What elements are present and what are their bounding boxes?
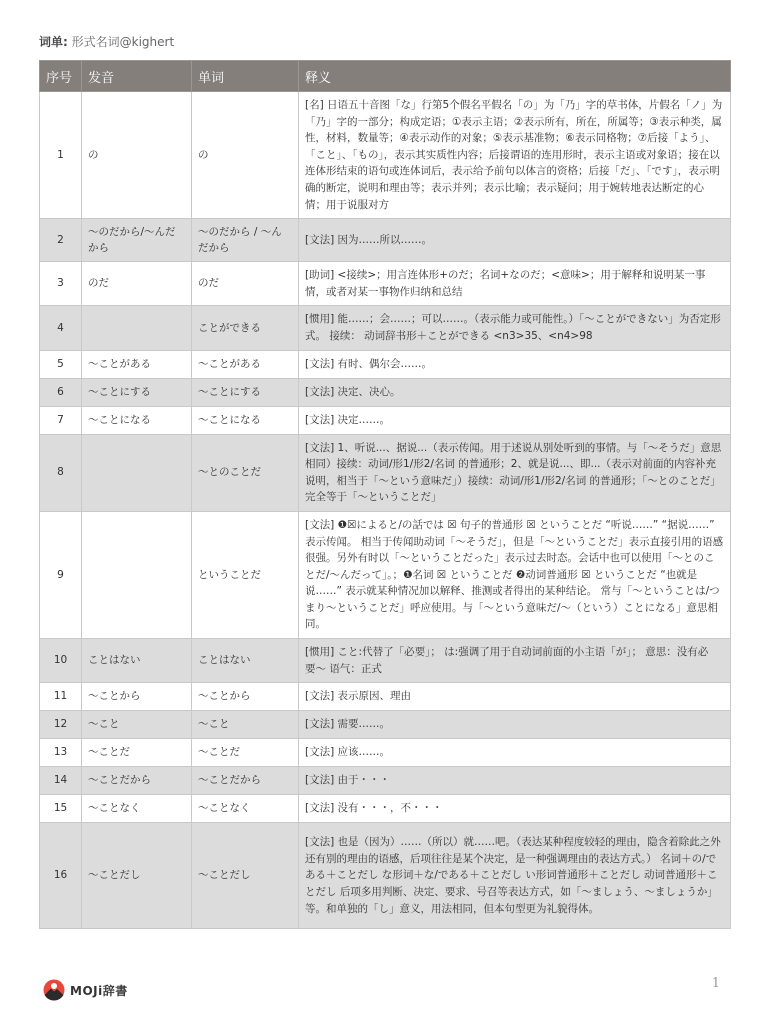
row-word: ことができる: [192, 306, 299, 350]
vocab-table: [39, 60, 731, 929]
row-reading: 〜ことがある: [82, 350, 192, 378]
row-word: ということだ: [192, 511, 299, 638]
row-number: 5: [40, 350, 82, 378]
row-reading: 〜ことから: [82, 683, 192, 711]
row-word: 〜こと: [192, 711, 299, 739]
row-word: 〜ことだ: [192, 739, 299, 767]
row-definition: [名] 日语五十音图「な」行第5个假名平假名「の」为「乃」字的草书体，片假名「ノ」为「乃」字的一部分；构成定语；①表示主语；②表示所有，所在，所属等；③表示种类，属性，材料，数量等；④表示动作的对象；⑤表示基准物；⑥表示同格物；⑦后接「よう」、「こと」、「もの」，表示其实质性内容；后接谓语的连用形时，表示主语或对象语；接在以连体形结束的语句或连体词后，表示给予前句以体言的资格；后接「だ」、「です」，表示明确的断定，说明和理由等；表示并列；表示比喻；表示疑问；用于婉转地表达断定的心情；用于说服对方: [299, 92, 731, 219]
table-header-row: [40, 61, 731, 92]
row-definition: [文法] 1、听说...、据说...（表示传闻。用于述说从别处听到的事情。与「〜そうだ」意思相同）接续：动词/形1/形2/名词 的普通形；2、就是说...、即...（表示对前面的内容补充说明，相当于「〜という意味だ」）接续：动词/形1/形2/名词 的普通形；「〜とのことだ」完全等于「〜ということだ」: [299, 434, 731, 511]
row-reading: 〜ことなく: [82, 795, 192, 823]
row-word: 〜ことになる: [192, 406, 299, 434]
row-definition: [文法] 表示原因、理由: [299, 683, 731, 711]
row-number: 8: [40, 434, 82, 511]
table-row: [40, 683, 731, 711]
row-reading: 〜ことにする: [82, 378, 192, 406]
row-reading: [82, 434, 192, 511]
table-row: [40, 767, 731, 795]
row-number: 4: [40, 306, 82, 350]
row-reading: [82, 511, 192, 638]
row-word: 〜とのことだ: [192, 434, 299, 511]
table-row: [40, 378, 731, 406]
row-definition: [文法] ❶☒によると/の話では ☒ 句子的普通形 ☒ ということだ “听说……” “据说……” 表示传闻。 相当于传闻助动词「〜そうだ」，但是「〜ということだ」表示直接引用的语感很强。另外有时以「〜ということだった」表示过去时态。会话中也可以使用「〜とのことだ/〜んだって」。；❶名词 ☒ ということだ ❷动词普通形 ☒ ということだ “也就是说……” 表示就某种情况加以解释、推测或者得出的某种结论。 常与「〜ということは/つまり〜ということだ」呼应使用。与「〜という意味だ/〜（という）ことになる」意思相同。: [299, 511, 731, 638]
table-row: [40, 823, 731, 929]
table-row: [40, 795, 731, 823]
row-word: 〜ことなく: [192, 795, 299, 823]
row-word: 〜ことだし: [192, 823, 299, 929]
row-number: 9: [40, 511, 82, 638]
row-word: の: [192, 92, 299, 219]
table-row: [40, 739, 731, 767]
mountain-sun-logo-icon: [43, 979, 65, 1001]
footer-logo: [43, 979, 128, 1001]
row-reading: 〜ことだ: [82, 739, 192, 767]
word-list-title: [39, 33, 174, 50]
row-word: 〜ことだから: [192, 767, 299, 795]
row-word: 〜ことがある: [192, 350, 299, 378]
row-definition: [惯用] 能……；会……；可以……。（表示能力或可能性。）「〜ことができない」为否定形式。 接续： 动词辞书形＋ことができる <n3>35、<n4>98: [299, 306, 731, 350]
table-row: [40, 711, 731, 739]
word-list-label: 词单:: [39, 35, 68, 49]
row-definition: [文法] 因为……所以……。: [299, 219, 731, 262]
row-definition: [惯用] こと:代替了「必要」； は:强调了用于自动词前面的小主语「が」； 意思：没有必要〜 语气：正式: [299, 639, 731, 683]
column-header-word: 单词: [192, 61, 299, 92]
row-number: 2: [40, 219, 82, 262]
page-number: 1: [711, 976, 720, 991]
brand-name: MOJi辞書: [70, 983, 128, 998]
row-reading: 〜こと: [82, 711, 192, 739]
row-number: 13: [40, 739, 82, 767]
row-number: 3: [40, 262, 82, 306]
table-row: [40, 639, 731, 683]
row-definition: [文法] 需要……。: [299, 711, 731, 739]
table-body: [40, 92, 731, 929]
row-reading: [82, 306, 192, 350]
row-word: 〜のだから / 〜んだから: [192, 219, 299, 262]
row-definition: [文法] 由于・・・: [299, 767, 731, 795]
row-reading: ことはない: [82, 639, 192, 683]
row-number: 6: [40, 378, 82, 406]
row-reading: 〜ことになる: [82, 406, 192, 434]
word-list-name: 形式名词@kighert: [71, 35, 175, 49]
row-definition: [文法] 也是（因为）……（所以）就……吧。（表达某种程度较轻的理由，隐含着除此之外还有别的理由的语感，后项往往是某个决定，是一种强调理由的表达方式。） 名词＋の/である＋ことだし な形词＋な/である＋ことだし い形词普通形＋ことだし 动词普通形＋ことだし 后项多用判断、决定、要求、号召等表达方式，如「〜ましょう、〜ましょうか」等。和单独的「し」意义，用法相同，但本句型更为礼貌得体。: [299, 823, 731, 929]
row-reading: 〜ことだし: [82, 823, 192, 929]
row-word: 〜ことにする: [192, 378, 299, 406]
row-definition: [文法] 有时、偶尔会……。: [299, 350, 731, 378]
row-number: 14: [40, 767, 82, 795]
row-definition: [文法] 决定、决心。: [299, 378, 731, 406]
row-reading: 〜ことだから: [82, 767, 192, 795]
row-number: 12: [40, 711, 82, 739]
row-reading: 〜のだから/〜んだから: [82, 219, 192, 262]
row-reading: のだ: [82, 262, 192, 306]
column-header-definition: 释义: [299, 61, 731, 92]
table-row: [40, 350, 731, 378]
table-row: [40, 262, 731, 306]
column-header-reading: 发音: [82, 61, 192, 92]
row-reading: の: [82, 92, 192, 219]
row-number: 7: [40, 406, 82, 434]
table-row: [40, 92, 731, 219]
row-word: 〜ことから: [192, 683, 299, 711]
column-header-number: 序号: [40, 61, 82, 92]
row-number: 15: [40, 795, 82, 823]
row-definition: [文法] 决定……。: [299, 406, 731, 434]
row-word: のだ: [192, 262, 299, 306]
row-definition: [文法] 没有・・・，不・・・: [299, 795, 731, 823]
row-word: ことはない: [192, 639, 299, 683]
table-row: [40, 219, 731, 262]
row-number: 11: [40, 683, 82, 711]
row-definition: [助词] <接续>；用言连体形+のだ；名词+なのだ；<意味>；用于解释和说明某一事情，或者对某一事物作归纳和总结: [299, 262, 731, 306]
table-row: [40, 306, 731, 350]
row-definition: [文法] 应该……。: [299, 739, 731, 767]
row-number: 10: [40, 639, 82, 683]
table-row: [40, 511, 731, 638]
table-row: [40, 434, 731, 511]
table-row: [40, 406, 731, 434]
row-number: 1: [40, 92, 82, 219]
row-number: 16: [40, 823, 82, 929]
